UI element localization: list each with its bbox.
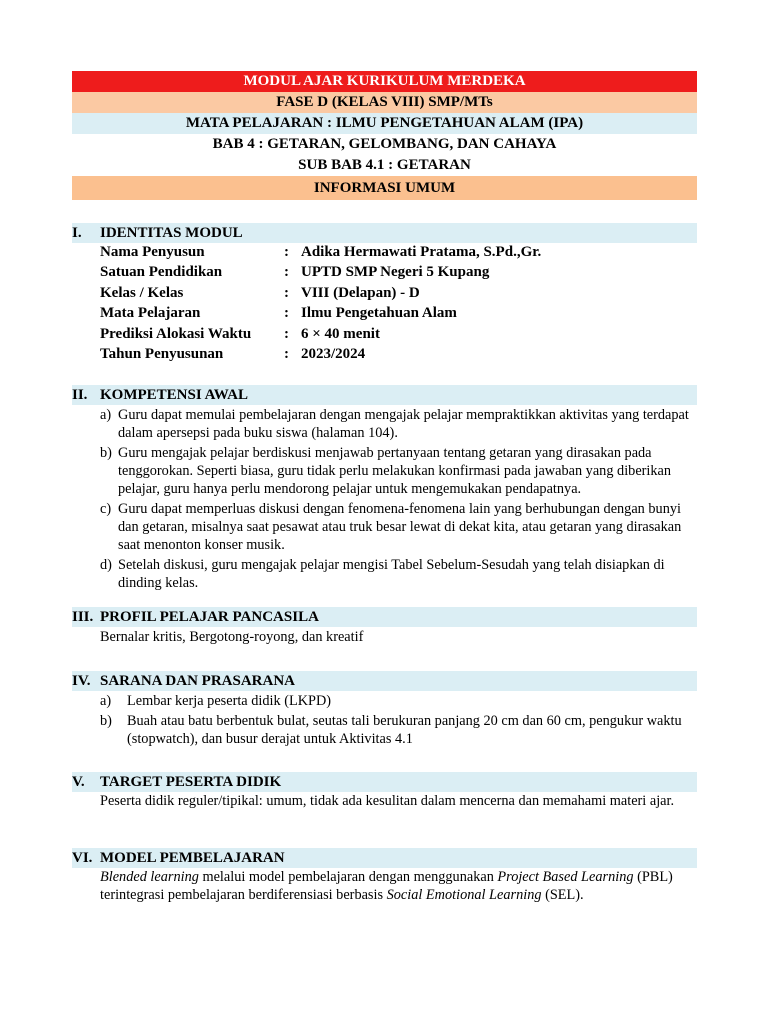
section-number: VI. [72,850,93,866]
section-number: III. [72,609,94,625]
identity-row [100,242,697,262]
section-title: IDENTITAS MODUL [100,225,243,241]
list-item [100,500,690,554]
kompetensi-list [100,406,690,594]
identity-colon: : [284,346,289,362]
section-title: PROFIL PELAJAR PANCASILA [100,609,319,625]
identity-label: Mata Pelajaran [100,305,201,321]
list-marker: a) [100,693,112,709]
identity-label: Kelas / Kelas [100,285,184,301]
identity-colon: : [284,264,289,280]
module-document [72,71,697,903]
list-marker: c) [100,501,112,517]
model-term: Project Based Learning [497,869,634,885]
identity-value: UPTD SMP Negeri 5 Kupang [301,264,490,280]
list-marker: b) [100,445,112,461]
list-item [100,712,690,748]
identity-value: 2023/2024 [301,346,366,362]
list-marker: b) [100,713,112,729]
section-number: V. [72,774,85,790]
identity-row [100,283,697,303]
section-number: II. [72,387,88,403]
section-title: SARANA DAN PRASARANA [100,673,296,689]
list-item-text: Guru mengajak pelajar berdiskusi menjawab pertanyaan tentang getaran yang dirasakan pada tenggorokan. Seperti biasa, guru tidak perlu melakukan konfirmasi pada jawaban yang diberikan pelajar, guru hanya perlu mendorong pelajar untuk mengemukakan pendapatnya. [118,445,672,497]
identity-label: Satuan Pendidikan [100,264,223,280]
identity-row [100,262,697,282]
identity-value: Adika Hermawati Pratama, S.Pd.,Gr. [301,244,542,260]
list-item [100,556,690,592]
profil-text: Bernalar kritis, Bergotong-royong, dan kreatif [100,629,364,645]
subchapter-label: SUB BAB 4.1 : GETARAN [72,155,697,176]
list-item [100,692,690,710]
list-item [100,444,690,498]
chapter-label: BAB 4 : GETARAN, GELOMBANG, DAN CAHAYA [72,134,697,155]
list-item-text: Lembar kerja peserta didik (LKPD) [127,693,332,709]
model-text-part: melalui model pembelajaran dengan menggunakan [198,869,498,885]
section-title: MODEL PEMBELAJARAN [100,850,285,866]
model-term: Blended learning [100,869,199,885]
section-number: IV. [72,673,91,689]
identity-colon: : [284,305,289,321]
model-text-part: (PBL) terintegrasi pembelajaran berdiferensiasi berbasis [100,869,673,903]
identity-row [100,303,697,323]
list-item [100,406,690,442]
sarana-list [100,692,690,750]
list-marker: d) [100,557,112,573]
target-text: Peserta didik reguler/tipikal: umum, tidak ada kesulitan dalam mencerna dan memahami materi ajar. [100,793,675,809]
identity-label: Tahun Penyusunan [100,346,224,362]
identity-label: Nama Penyusun [100,244,205,260]
section-number: I. [72,225,82,241]
identity-row [100,324,697,344]
identity-value: 6 × 40 menit [301,326,380,342]
phase-label: FASE D (KELAS VIII) SMP/MTs [72,92,697,113]
section-sarana-heading [72,671,697,691]
identity-colon: : [284,244,289,260]
identity-row [100,344,697,364]
model-text [100,868,696,904]
list-item-text: Guru dapat memperluas diskusi dengan fenomena-fenomena lain yang berhubungan dengan bunyi dan getaran, misalnya saat pesawat atau truk besar lewat di dekat kita, atau getaran yang dirasakan saat menonton konser musik. [118,501,682,553]
identity-value: Ilmu Pengetahuan Alam [301,305,457,321]
section-kompetensi-heading [72,385,697,405]
section-target-heading [72,772,697,792]
module-title: MODUL AJAR KURIKULUM MERDEKA [72,71,697,92]
section-identitas-heading [72,223,697,243]
identity-value: VIII (Delapan) - D [301,285,420,301]
identity-colon: : [284,326,289,342]
list-item-text: Setelah diskusi, guru mengajak pelajar mengisi Tabel Sebelum-Sesudah yang telah disiapkan di dinding kelas. [118,557,665,591]
section-title: TARGET PESERTA DIDIK [100,774,282,790]
identity-colon: : [284,285,289,301]
identity-label: Prediksi Alokasi Waktu [100,326,252,342]
section-profil-heading [72,607,697,627]
list-marker: a) [100,407,112,423]
model-term: Social Emotional Learning [386,887,542,903]
list-item-text: Guru dapat memulai pembelajaran dengan mengajak pelajar mempraktikkan aktivitas yang terdapat dalam apersepsi pada buku siswa (halaman 104). [118,407,689,441]
section-title: KOMPETENSI AWAL [100,387,248,403]
model-text-part: (SEL). [541,887,584,903]
subject-label: MATA PELAJARAN : ILMU PENGETAHUAN ALAM (IPA) [72,113,697,134]
list-item-text: Buah atau batu berbentuk bulat, seutas tali berukuran panjang 20 cm dan 60 cm, pengukur waktu (stopwatch), dan busur derajat untuk Aktivitas 4.1 [127,713,682,747]
general-info-heading: INFORMASI UMUM [72,176,697,200]
section-model-heading [72,848,697,868]
